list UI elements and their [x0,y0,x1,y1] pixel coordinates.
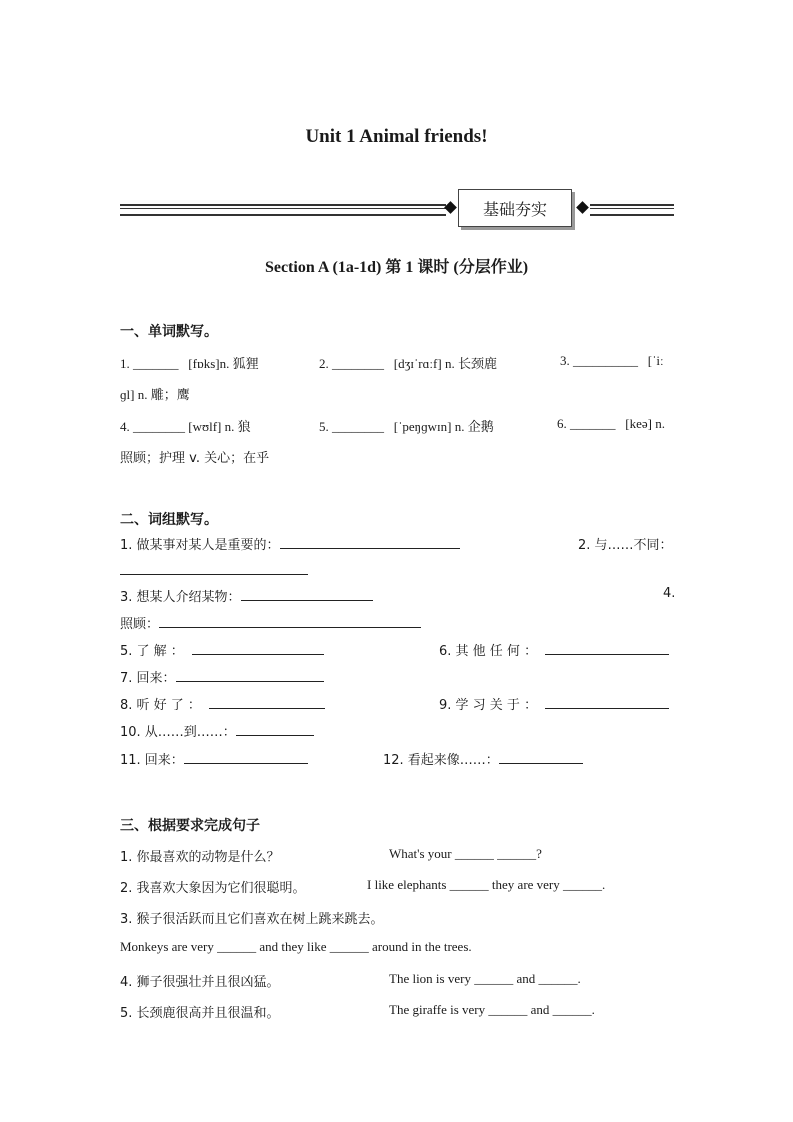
page-title: Unit 1 Animal friends! [305,126,488,147]
phrase-item: 2. 与……不同： [578,538,673,553]
sentence-en: The lion is very ______ and ______. [389,971,581,986]
lesson-subtitle: Section A (1a-1d) 第 1 课时 (分层作业) [264,259,529,276]
sentence-en: What's your ______ ______? [389,846,542,861]
sentence-cn: 1. 你最喜欢的动物是什么？ [120,850,280,865]
banner-rule-left [120,204,446,216]
diamond-icon [576,201,589,214]
sentence-en: Monkeys are very ______ and they like ______ around in the trees. [120,939,472,954]
phrase-item: 1. 做某事对某人是重要的： [120,534,460,553]
phrase-item: 9. 学 习 关 于 ： [439,694,669,713]
answer-line [120,562,308,580]
phrase-item: 11. 回来： [120,749,308,768]
sentence-en: The giraffe is very ______ and ______. [389,1002,595,1017]
sentence-cn: 2. 我喜欢大象因为它们很聪明。 [120,881,306,896]
part1-heading: 一、单词默写。 [120,324,218,340]
sentence-en: I like elephants ______ they are very ______. [367,877,606,892]
phrase-item: 3. 想某人介绍某物： [120,586,373,605]
diamond-icon [444,201,457,214]
word-item: 4. ________ [wʊlf] n. 狼 [120,419,251,434]
word-item: 5. ________ [ˈpeŋɡwɪn] n. 企鹅 [319,419,494,434]
phrase-item: 12. 看起来像……： [383,749,583,768]
sentence-cn: 3. 猴子很活跃而且它们喜欢在树上跳来跳去。 [120,912,384,927]
part3-heading: 三、根据要求完成句子 [120,818,260,834]
part2-heading: 二、词组默写。 [120,512,218,528]
phrase-item: 8. 听 好 了 ： [120,694,325,713]
word-item: 3. __________ [ˈiː [560,353,664,368]
banner-rule-right [590,204,674,216]
phrase-item: 6. 其 他 任 何 ： [439,640,669,659]
phrase-item: 10. 从……到……： [120,721,314,740]
word-item: 2. ________ [dʒɪˈrɑːf] n. 长颈鹿 [319,356,497,371]
phrase-item-number: 4. [663,586,676,601]
phrase-item: 7. 回来： [120,667,324,686]
word-item-continuation: 照顾；护理 v. 关心；在乎 [120,451,270,466]
word-item-continuation: ɡl] n. 雕；鹰 [120,387,190,402]
phrase-item: 5. 了 解 ： [120,640,324,659]
phrase-item: 照顾： [120,613,421,632]
sentence-cn: 4. 狮子很强壮并且很凶猛。 [120,975,280,990]
section-banner: 基础夯实 [458,189,572,227]
sentence-cn: 5. 长颈鹿很高并且很温和。 [120,1006,280,1021]
word-item: 6. _______ [keə] n. [557,416,665,431]
word-item: 1. _______ [fɒks]n. 狐狸 [120,356,259,371]
